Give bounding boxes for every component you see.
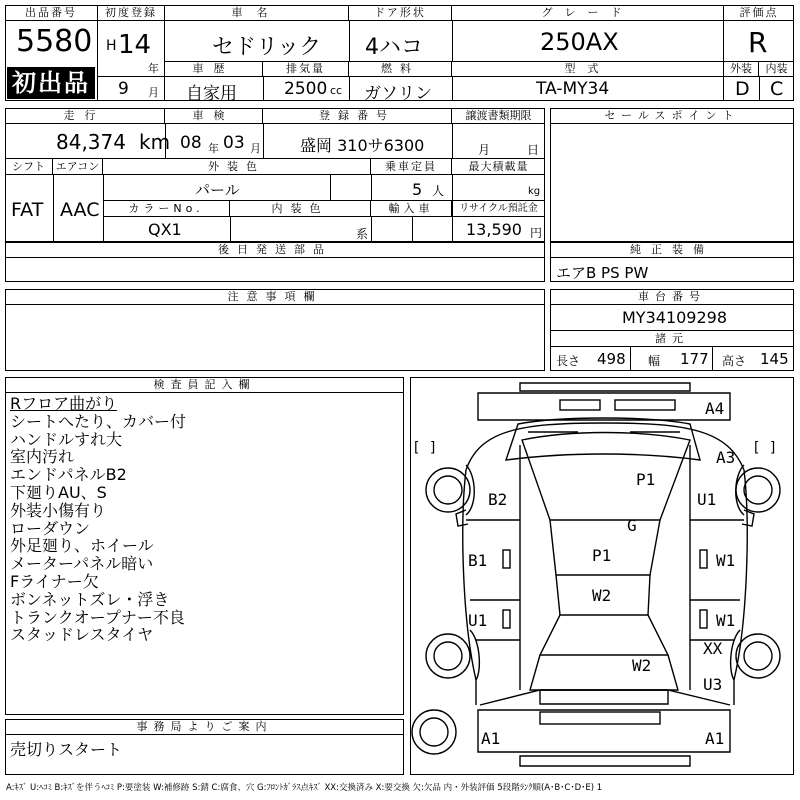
inspector-label: 検査員記入欄 — [5, 377, 404, 393]
wheel-front-left — [426, 468, 470, 512]
windshield — [522, 433, 690, 521]
rear-window — [540, 615, 668, 655]
height-label: 高さ — [722, 354, 747, 368]
car-diagram — [410, 377, 794, 775]
inspector-notes — [10, 395, 186, 644]
recycle-unit: 円 — [530, 226, 543, 240]
mileage: 84,374 — [56, 130, 126, 154]
ac-label: エアコン — [53, 159, 103, 175]
exterior-score: D — [735, 78, 750, 100]
transfer-month: 月 — [478, 143, 491, 157]
first-reg-year: 14 — [118, 30, 152, 60]
wheel-rear-right — [736, 634, 780, 678]
damage-mark: A1 — [705, 729, 725, 748]
car-name-label: 車名 — [165, 5, 349, 21]
sales-point-box — [550, 108, 794, 242]
spare-wheel — [412, 710, 456, 754]
inspector-note: 外装小傷有り — [10, 500, 107, 520]
inspector-note: Rフロア曲がり — [10, 394, 118, 413]
first-reg-month: 9 — [118, 79, 129, 99]
chassis-label: 車台番号 — [550, 289, 794, 305]
inspection-month: 03 — [223, 133, 245, 153]
damage-mark: XX — [703, 639, 723, 658]
displacement-unit: cc — [330, 84, 343, 97]
plate-label: 登録番号 — [263, 108, 452, 124]
damage-mark: B1 — [468, 551, 488, 570]
transfer-label: 譲渡書類期限 — [452, 108, 545, 124]
shift-type: FAT — [11, 199, 44, 221]
plate-number: 盛岡 310サ6300 — [300, 136, 425, 155]
load-label: 最大積載量 — [452, 159, 545, 175]
damage-mark: A4 — [705, 399, 725, 418]
office-label: 事務局よりご案内 — [5, 719, 404, 735]
height: 145 — [760, 350, 789, 368]
model-code: TA-MY34 — [536, 79, 610, 99]
import-label: 輸入車 — [371, 201, 452, 217]
recycle-label: リサイクル預託金 — [452, 201, 545, 217]
vehicle-details-table — [5, 108, 545, 242]
inspector-note: 外足廻り、ホイール — [10, 536, 154, 556]
inspection-year-unit: 年 — [208, 142, 219, 155]
grade-label: グレード — [452, 5, 723, 21]
recycle-fee: 13,590 — [466, 220, 522, 239]
interior-color-label: 内装色 — [230, 201, 371, 217]
grade: 250AX — [540, 28, 619, 56]
damage-mark: U1 — [468, 611, 488, 630]
wheel-front-right — [736, 468, 780, 512]
damage-mark: U1 — [697, 490, 717, 509]
overall-score: R — [748, 26, 768, 59]
wheel-rear-left — [426, 634, 470, 678]
inspector-note: ボンネットズレ・浮き — [10, 589, 170, 609]
inspector-note: エンドパネルB2 — [10, 465, 127, 485]
inspector-note: トランクオープナー不良 — [10, 607, 185, 627]
bracket-left: [ ] — [412, 440, 438, 456]
color-no-label: カラーNo. — [103, 201, 230, 217]
notes-label: 注意事項欄 — [5, 289, 545, 305]
door-label: ドア形状 — [349, 5, 452, 21]
sales-point-label: セールスポイント — [550, 108, 794, 124]
score-label: 評価点 — [724, 5, 794, 21]
mileage-unit: km — [139, 130, 171, 154]
first-reg-month-unit: 月 — [148, 86, 159, 99]
damage-mark: B2 — [488, 490, 508, 509]
length: 498 — [597, 350, 626, 368]
inspector-note: Fライナー欠 — [10, 571, 99, 591]
legend: A:ｷｽﾞ U:ﾍｺﾐ B:ｷｽﾞを伴うﾍｺﾐ P:要塗装 W:補修跡 S:錆 C:腐食、穴 G:ﾌﾛﾝﾄｶﾞﾗｽ点ｷｽﾞ XX:交換済み X:要交換 欠:欠品 内・外装評価 5段階ﾗﾝｸ順(A･B･C･D･E) 1 — [6, 783, 603, 793]
color-number: QX1 — [148, 220, 182, 239]
inspector-note: 室内汚れ — [10, 447, 75, 467]
chassis-number: MY34109298 — [622, 308, 728, 327]
damage-mark: W1 — [716, 611, 736, 630]
capacity-label: 乗車定員 — [371, 159, 452, 175]
lot-no-label: 出品番号 — [5, 5, 97, 21]
damage-mark: U3 — [703, 675, 723, 694]
displacement-label: 排気量 — [263, 61, 349, 77]
interior-label: 内装 — [759, 61, 794, 77]
inspector-note: ローダウン — [10, 518, 91, 538]
inspector-note: メーターパネル暗い — [10, 554, 154, 574]
displacement: 2500 — [284, 79, 328, 99]
capacity: 5 — [412, 180, 423, 199]
transfer-day: 日 — [527, 143, 540, 157]
inspector-note: 下廻りAU、S — [10, 482, 107, 502]
inspection-year: 08 — [180, 133, 202, 153]
capacity-unit: 人 — [432, 184, 445, 198]
history-label: 車歴 — [165, 61, 263, 77]
office-text: 売切りスタート — [10, 740, 123, 759]
damage-mark: W2 — [632, 656, 652, 675]
inspector-note: シートへたり、カバー付 — [10, 411, 187, 431]
door-type: 4ハコ — [365, 35, 423, 60]
ac-type: AAC — [60, 199, 100, 221]
fuel: ガソリン — [364, 84, 432, 104]
equipment: エアB PS PW — [556, 264, 649, 282]
lot-number: 5580 — [16, 24, 93, 59]
car-history: 自家用 — [186, 84, 237, 104]
damage-mark: A1 — [481, 729, 501, 748]
rear-bumper — [478, 710, 730, 752]
model-label: 型式 — [452, 61, 723, 77]
damage-mark: W1 — [716, 551, 736, 570]
first-reg-label: 初度登録 — [98, 5, 164, 21]
front-bumper — [478, 393, 730, 420]
damage-mark: P1 — [636, 470, 656, 489]
equipment-label: 純正装備 — [550, 242, 794, 258]
width: 177 — [680, 350, 709, 368]
car-name: セドリック — [212, 35, 322, 60]
load-unit: kg — [528, 186, 541, 197]
interior-score: C — [770, 78, 784, 100]
body-color: パール — [195, 181, 240, 199]
inspection-label: 車検 — [165, 108, 263, 124]
hood-outline — [466, 423, 744, 470]
bracket-right: [ ] — [752, 440, 778, 456]
later-parts-label: 後日発送部品 — [5, 242, 545, 258]
damage-mark: P1 — [592, 546, 612, 565]
length-label: 長さ — [556, 354, 581, 368]
era: H — [106, 38, 117, 54]
inspector-note: ハンドルすれ大 — [10, 429, 123, 449]
shift-label: シフト — [5, 159, 53, 175]
color-label: 外装色 — [103, 159, 371, 175]
damage-mark: W2 — [592, 586, 612, 605]
interior-color-unit: 系 — [356, 227, 369, 241]
first-reg-year-unit: 年 — [148, 62, 159, 75]
damage-mark: A3 — [716, 448, 736, 467]
inspection-month-unit: 月 — [250, 142, 261, 155]
exterior-label: 外装 — [724, 61, 759, 77]
damage-mark: G — [627, 516, 637, 535]
mileage-label: 走行 — [5, 108, 165, 124]
specs-label: 諸元 — [550, 330, 794, 347]
inspector-note: スタッドレスタイヤ — [10, 625, 154, 645]
fuel-label: 燃料 — [349, 61, 452, 77]
width-label: 幅 — [648, 354, 661, 368]
first-listing-badge: 初出品 — [7, 67, 95, 99]
